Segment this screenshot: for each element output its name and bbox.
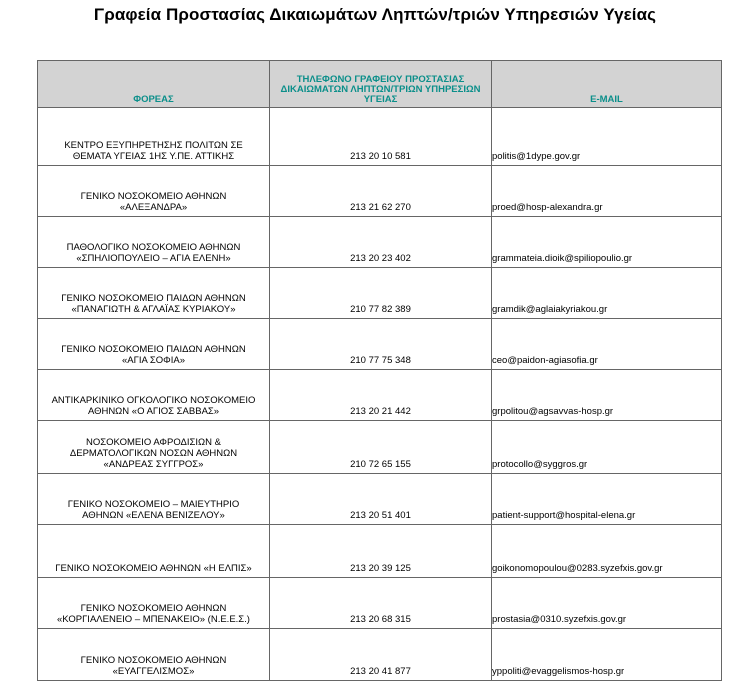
- agency-cell: [38, 166, 270, 217]
- email-cell[interactable]: gramdik@aglaiakyriakou.gr: [492, 268, 722, 319]
- contacts-table: [37, 60, 722, 681]
- agency-name-line: ΠΑΘΟΛΟΓΙΚΟ ΝΟΣΟΚΟΜΕΙΟ ΑΘΗΝΩΝ: [66, 242, 241, 253]
- agency-cell: [38, 370, 270, 421]
- agency-name-line: ΓΕΝΙΚΟ ΝΟΣΟΚΟΜΕΙΟ ΑΘΗΝΩΝ: [80, 655, 227, 666]
- email-cell[interactable]: proed@hosp-alexandra.gr: [492, 166, 722, 217]
- email-cell[interactable]: grpolitou@agsavvas-hosp.gr: [492, 370, 722, 421]
- header-phone: ΤΗΛΕΦΩΝΟ ΓΡΑΦΕΙΟΥ ΠΡΟΣΤΑΣΙΑΣ ΔΙΚΑΙΩΜΑΤΩΝ ΛΗΠΤΩΝ/ΤΡΙΩΝ ΥΠΗΡΕΣΙΩΝ ΥΓΕΙΑΣ: [270, 61, 492, 108]
- phone-cell: 213 21 62 270: [270, 166, 492, 217]
- agency-name-line: ΓΕΝΙΚΟ ΝΟΣΟΚΟΜΕΙΟ ΠΑΙΔΩΝ ΑΘΗΝΩΝ: [61, 344, 246, 355]
- phone-cell: 213 20 68 315: [270, 578, 492, 629]
- agency-name-line: «ΕΥΑΓΓΕΛΙΣΜΟΣ»: [112, 666, 195, 677]
- phone-cell: 213 20 23 402: [270, 217, 492, 268]
- phone-cell: 213 20 10 581: [270, 108, 492, 166]
- email-cell[interactable]: ceo@paidon-agiasofia.gr: [492, 319, 722, 370]
- table-row: [38, 217, 722, 268]
- phone-cell: 210 77 82 389: [270, 268, 492, 319]
- agency-name-line: «ΑΝΔΡΕΑΣ ΣΥΓΓΡΟΣ»: [103, 459, 204, 470]
- agency-cell: [38, 421, 270, 474]
- agency-cell: [38, 268, 270, 319]
- phone-cell: 213 20 39 125: [270, 525, 492, 578]
- table-row: [38, 108, 722, 166]
- agency-name-line: ΚΕΝΤΡΟ ΕΞΥΠΗΡΕΤΗΣΗΣ ΠΟΛΙΤΩΝ ΣΕ: [64, 140, 243, 151]
- agency-cell: [38, 474, 270, 525]
- email-cell[interactable]: grammateia.dioik@spiliopoulio.gr: [492, 217, 722, 268]
- agency-name-line: ΓΕΝΙΚΟ ΝΟΣΟΚΟΜΕΙΟ – ΜΑΙΕΥΤΗΡΙΟ: [67, 499, 240, 510]
- agency-name-line: ΑΘΗΝΩΝ «ΕΛΕΝΑ ΒΕΝΙΖΕΛΟΥ»: [82, 510, 225, 521]
- agency-name-line: «ΑΛΕΞΑΝΔΡΑ»: [119, 202, 188, 213]
- agency-name-line: «ΑΓΙΑ ΣΟΦΙΑ»: [121, 355, 186, 366]
- table-row: [38, 474, 722, 525]
- agency-cell: [38, 525, 270, 578]
- agency-name-line: ΑΝΤΙΚΑΡΚΙΝΙΚΟ ΟΓΚΟΛΟΓΙΚΟ ΝΟΣΟΚΟΜΕΙΟ: [51, 395, 256, 406]
- email-cell[interactable]: yppoliti@evaggelismos-hosp.gr: [492, 629, 722, 681]
- phone-cell: 213 20 51 401: [270, 474, 492, 525]
- agency-name-line: «ΠΑΝΑΓΙΩΤΗ & ΑΓΛΑΪΑΣ ΚΥΡΙΑΚΟΥ»: [71, 304, 236, 315]
- agency-name-line: ΓΕΝΙΚΟ ΝΟΣΟΚΟΜΕΙΟ ΠΑΙΔΩΝ ΑΘΗΝΩΝ: [61, 293, 246, 304]
- table-row: [38, 166, 722, 217]
- email-cell[interactable]: protocollo@syggros.gr: [492, 421, 722, 474]
- agency-name-line: ΑΘΗΝΩΝ «Ο ΑΓΙΟΣ ΣΑΒΒΑΣ»: [87, 406, 220, 417]
- phone-cell: 213 20 21 442: [270, 370, 492, 421]
- table-body: [38, 108, 722, 681]
- agency-name-line: «ΚΟΡΓΙΑΛΕΝΕΙΟ – ΜΠΕΝΑΚΕΙΟ» (Ν.Ε.Ε.Σ.): [57, 614, 250, 625]
- agency-cell: [38, 319, 270, 370]
- agency-cell: [38, 629, 270, 681]
- agency-name-line: ΓΕΝΙΚΟ ΝΟΣΟΚΟΜΕΙΟ ΑΘΗΝΩΝ: [80, 191, 227, 202]
- table-row: [38, 629, 722, 681]
- phone-cell: 213 20 41 877: [270, 629, 492, 681]
- agency-name-line: ΔΕΡΜΑΤΟΛΟΓΙΚΩΝ ΝΟΣΩΝ ΑΘΗΝΩΝ: [69, 448, 238, 459]
- table-row: [38, 421, 722, 474]
- email-cell[interactable]: goikonomopoulou@0283.syzefxis.gov.gr: [492, 525, 722, 578]
- agency-name-line: ΝΟΣΟΚΟΜΕΙΟ ΑΦΡΟΔΙΣΙΩΝ &: [86, 437, 221, 448]
- table-row: [38, 370, 722, 421]
- agency-name-line: «ΣΠΗΛΙΟΠΟΥΛΕΙΟ – ΑΓΙΑ ΕΛΕΝΗ»: [76, 253, 231, 264]
- table-row: [38, 578, 722, 629]
- agency-name-line: ΓΕΝΙΚΟ ΝΟΣΟΚΟΜΕΙΟ ΑΘΗΝΩΝ «Η ΕΛΠΙΣ»: [55, 563, 252, 574]
- phone-cell: 210 72 65 155: [270, 421, 492, 474]
- header-agency: ΦΟΡΕΑΣ: [38, 61, 270, 108]
- email-cell[interactable]: politis@1dype.gov.gr: [492, 108, 722, 166]
- table-row: [38, 525, 722, 578]
- agency-cell: [38, 578, 270, 629]
- email-cell[interactable]: prostasia@0310.syzefxis.gov.gr: [492, 578, 722, 629]
- phone-cell: 210 77 75 348: [270, 319, 492, 370]
- table-row: [38, 319, 722, 370]
- page-title: Γραφεία Προστασίας Δικαιωμάτων Ληπτών/τριών Υπηρεσιών Υγείας: [93, 5, 657, 24]
- table-header-row: [38, 61, 722, 108]
- header-email: E-MAIL: [492, 61, 722, 108]
- agency-name-line: ΘΕΜΑΤΑ ΥΓΕΙΑΣ 1ΗΣ Υ.ΠΕ. ΑΤΤΙΚΗΣ: [72, 151, 235, 162]
- email-cell[interactable]: patient-support@hospital-elena.gr: [492, 474, 722, 525]
- table-row: [38, 268, 722, 319]
- agency-cell: [38, 217, 270, 268]
- agency-name-line: ΓΕΝΙΚΟ ΝΟΣΟΚΟΜΕΙΟ ΑΘΗΝΩΝ: [80, 603, 227, 614]
- agency-cell: [38, 108, 270, 166]
